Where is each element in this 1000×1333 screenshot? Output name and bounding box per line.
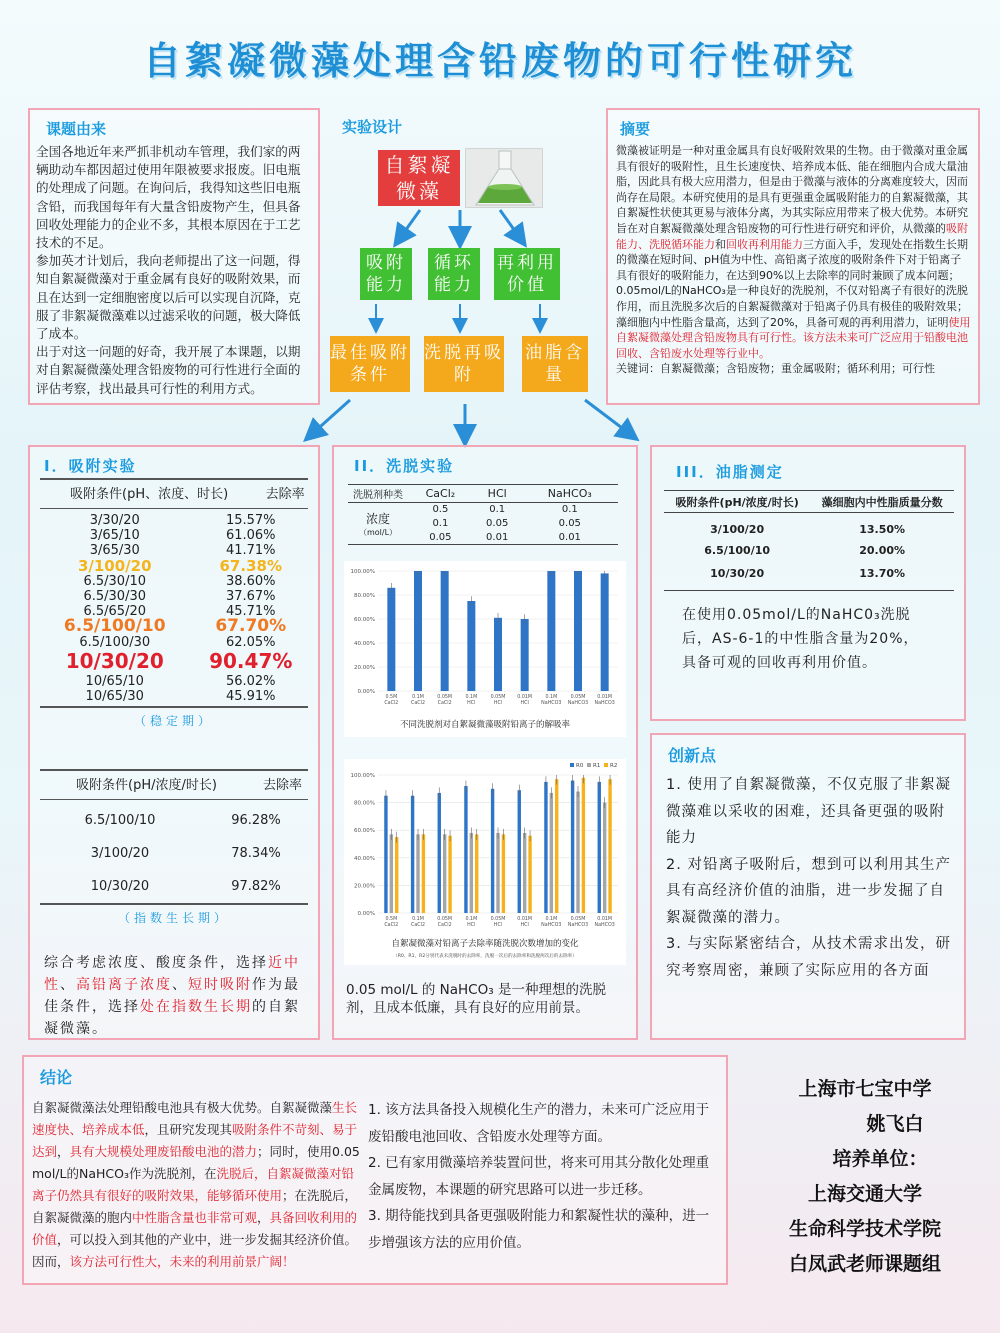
ads-c5: 、: [172, 977, 188, 994]
design-l2-box-2: [424, 336, 504, 392]
exp-cond: 6.5/100/10: [84, 813, 156, 829]
lab-group-name: 白凤武老师课题组: [788, 1253, 941, 1275]
innovation-panel: [650, 733, 966, 1040]
bar: [475, 834, 478, 913]
bar: [414, 571, 422, 691]
bar: [608, 779, 611, 913]
x-tick-label: HCl: [520, 923, 529, 928]
university-name: 上海交通大学: [807, 1183, 922, 1205]
chart1-caption: 不同洗脱剂对自絮凝微藻吸附铅离子的解吸率: [399, 720, 571, 730]
ads-col1b: 吸附条件(pH/浓度/时长): [76, 777, 217, 793]
author-name: 姚飞白: [866, 1113, 924, 1135]
origin-p2: 参加英才计划后，我向老师提出了这一问题，得知自絮凝微藻对于重金属有良好的吸附效果，而且在达到一定细胞密度以后可以实现自沉降，克服了非絮凝微藻难以过滤采收的问题，极大降低了成本。: [36, 253, 301, 342]
conc-t3: ，: [57, 1144, 70, 1159]
ads-cond: 6.5/65/20: [83, 604, 147, 620]
x-tick-label: 0.05M: [570, 917, 586, 922]
design-l2-label-1: 最佳吸附条件: [330, 343, 410, 385]
x-tick-label: HCl: [493, 701, 503, 706]
abstract-t2: 和: [715, 237, 726, 251]
college-name: 生命科学技术学院: [788, 1218, 941, 1240]
ads-c4: 高铅离子浓度: [76, 977, 172, 994]
bar: [550, 793, 553, 913]
ads-c2: 近中性: [44, 955, 300, 994]
ads-c8: 处在指数生长期: [140, 999, 252, 1016]
legend-swatch: [570, 763, 574, 767]
design-l1-box-2: [428, 248, 480, 300]
design-l1-label-3: 再利用价值: [497, 253, 557, 295]
adsorption-panel: [28, 445, 320, 1040]
table-row: [40, 559, 312, 574]
abstract-t3: 三方面入手，发现处在指数生长期的微藻在短时间、pH值为中性、高铅离子浓度的吸附条件下对于铅离子具有很好的吸附能力，在达到90%以上去除率的同时兼顾了成本问题；0.05mol/L的NaHCO₃是一种良好的洗脱剂，不仅对铅离子有很好的洗脱作用，而且洗脱多次后的自絮凝微藻对于铅离子仍具有极佳的吸附效果；藻细胞内中性脂含量高，达到了20%，具备可观的再利用潜力，证明: [616, 237, 968, 329]
x-tick-label: HCl: [467, 701, 476, 706]
x-tick-label: 0.01M: [597, 917, 613, 922]
conc-cell: 0.01: [558, 531, 581, 543]
abstract-r3: 使用自絮凝微藻处理含铅废物具有可行性。该方法未来可广泛应用于铅酸电池回收、含铅废水处理等行业中。: [616, 315, 971, 360]
x-tick-label: 0.05M: [437, 917, 453, 922]
x-tick-label: CaCl2: [410, 923, 426, 928]
bar: [390, 834, 393, 913]
conc-t4: ；同时，使用0.05 mol/L的NaHCO₃作为洗脱剂，在: [32, 1144, 360, 1181]
conclusion-right-3: 3. 期待能找到具备更强吸附能力和絮凝性状的藻种，进一步增强该方法的应用价值。: [368, 1208, 710, 1251]
conclusion-left: [32, 1097, 360, 1273]
x-tick-label: NaHCO3: [541, 923, 562, 928]
table-row: [40, 837, 312, 870]
bar: [523, 833, 526, 913]
training-unit-label: 培养单位：: [832, 1148, 928, 1170]
x-tick-label: 0.05M: [490, 695, 506, 700]
innovation-text: [666, 772, 954, 984]
bar: [601, 573, 609, 691]
bar: [470, 833, 473, 913]
lipid-panel: [650, 445, 966, 721]
chart1-frame: [344, 561, 626, 737]
x-tick-label: 0.05M: [570, 695, 586, 700]
x-tick-label: 0.1M: [412, 695, 424, 700]
exp-rate: 97.82%: [231, 879, 281, 895]
bar: [544, 782, 547, 913]
ads-rate: 15.57%: [225, 513, 276, 529]
abstract-r1: 吸附能力、洗脱循环能力: [616, 221, 968, 251]
ads-c6: 短时吸附: [188, 977, 252, 994]
flask-image: [465, 148, 543, 208]
innovation-p2: 2. 对铅离子吸附后，想到可以利用其生产具有高经济价值的油脂，进一步发掘了自絮凝微藻的潜力。: [666, 856, 951, 926]
bar: [387, 588, 395, 691]
exp-cond: 10/30/20: [90, 879, 150, 895]
exp-rate: 96.28%: [231, 813, 281, 829]
design-source-label: 自絮凝微藻: [384, 153, 454, 203]
conc-t2: ，且研究发现其: [144, 1122, 233, 1137]
x-tick-label: HCl: [467, 923, 476, 928]
bar: [422, 834, 425, 913]
innovation-heading: 创新点: [668, 746, 717, 765]
poster-title: 自絮凝微藻处理含铅废物的可行性研究: [142, 39, 857, 83]
ads-cond: 6.5/100/30: [79, 634, 151, 650]
conc-r1: 生长速度快、培养成本低: [32, 1100, 358, 1137]
design-l2-box-1: [330, 336, 410, 392]
origin-heading: 课题由来: [46, 120, 107, 138]
ads-cond: 10/30/20: [65, 649, 164, 674]
bar: [411, 796, 414, 913]
exp-cond: 3/100/20: [90, 846, 150, 862]
conc-r7: 该方法可行性大，未来的利用前景广阔！: [69, 1254, 295, 1269]
conc-cell: 0.1: [489, 504, 506, 516]
bar: [441, 571, 449, 691]
x-tick-label: 0.01M: [517, 917, 533, 922]
bar: [598, 782, 601, 913]
conclusion-right-2: 2. 已有家用微藻培养装置问世，将来可用其分散化处理重金属废物，本课题的研究思路可以进一步迁移。: [368, 1155, 710, 1198]
x-tick-label: 0.01M: [517, 695, 533, 700]
table-row: [40, 870, 312, 903]
lipid-col1: 吸附条件(pH/浓度/时长): [675, 495, 799, 509]
adsorption-heading: I．吸附实验: [44, 457, 137, 475]
conc-r3: 具有大规模处理废铅酸电池的潜力: [69, 1144, 258, 1159]
arrow-src-3: [500, 210, 520, 238]
bar: [582, 778, 585, 913]
design-l1-label-2: 循环能力: [434, 253, 474, 295]
ads-rate: 45.71%: [225, 604, 276, 620]
design-l1-box-3: [494, 248, 560, 300]
ads-c3: 、: [60, 977, 76, 994]
x-tick-label: 0.1M: [545, 695, 558, 700]
bar: [494, 618, 502, 691]
y-tick-label: 20.00%: [354, 883, 375, 890]
abstract-t1: 微藻被证明是一种对重金属具有良好吸附效果的生物。由于微藻对重金属具有很好的吸附性，且生长速度快、培养成本低、能在细胞内合成大量油脂，因此具有极大应用潜力，但是由于微藻与液体的分离难度较大，因而尚存在局限。本研究使用的是具有更强重金属吸附能力的自絮凝微藻，其自絮凝性状使其更易与液体分离，为其实际应用带来了极大优势。本研究旨在对自絮凝微藻处理含铅废物的可行性进行研究和评价，从微藻的: [616, 144, 968, 235]
bar: [464, 786, 467, 913]
y-tick-label: 0.00%: [357, 689, 375, 695]
conc-r2: 吸附条件不苛刻、易于达到: [32, 1122, 358, 1159]
bar: [416, 834, 419, 913]
bar: [438, 793, 441, 913]
eluent-agent: CaCl₂: [425, 487, 456, 500]
table-row: [40, 619, 312, 634]
ads-rate: 38.60%: [225, 573, 276, 589]
bar: [571, 781, 574, 913]
arrow-src-1: [400, 210, 420, 238]
conc-cell: 0.05: [558, 518, 581, 529]
legend-swatch: [604, 763, 608, 767]
ads-cond: 3/65/10: [89, 528, 140, 544]
adsorption-table-stable: [40, 480, 312, 508]
design-l1-label-1: 吸附能力: [366, 253, 406, 295]
exp-rate: 78.34%: [231, 846, 281, 862]
bar: [395, 837, 398, 913]
design-l1-box-1: [360, 248, 412, 300]
table-row: [40, 528, 312, 543]
x-tick-label: NaHCO3: [567, 923, 589, 928]
abstract-panel: [606, 108, 980, 405]
conclusion-panel: [22, 1055, 728, 1285]
eluent-agent: HCl: [487, 487, 507, 500]
school-name: 上海市七宝中学: [798, 1078, 932, 1100]
bar: [555, 779, 558, 913]
table-row: [40, 674, 312, 689]
elution-panel: [332, 445, 638, 1040]
ads-rate: 67.38%: [219, 556, 282, 575]
ads-cond: 10/65/10: [85, 673, 144, 689]
desorption-chart: [344, 561, 626, 737]
ads-cond: 3/65/30: [89, 543, 140, 559]
y-tick-label: 40.00%: [354, 641, 375, 647]
ads-cond: 6.5/30/10: [83, 573, 147, 589]
abstract-keywords: 关键词：自絮凝微藻；含铅废物；重金属吸附；循环利用；可行性: [616, 362, 935, 376]
adsorption-conclusion: [44, 952, 308, 1040]
conc-header: [348, 503, 408, 545]
x-tick-label: 0.1M: [545, 917, 558, 922]
bar: [547, 571, 555, 691]
y-tick-label: 0.00%: [357, 911, 375, 917]
conc-t1: 自絮凝微藻法处理铅酸电池具有极大优势。自絮凝微藻: [32, 1100, 333, 1115]
conc-unit: （mol/L）: [358, 527, 398, 537]
x-tick-label: CaCl2: [384, 701, 399, 706]
ads-rate: 61.06%: [225, 528, 276, 544]
y-tick-label: 80.00%: [354, 800, 375, 807]
lipid-cond: 3/100/20: [710, 522, 765, 536]
conc-t5: ；在洗脱后，自絮凝微藻的胞内: [32, 1188, 358, 1225]
table-row: [664, 538, 954, 563]
conc-r5: 中性脂含量也非常可观: [132, 1210, 258, 1225]
legend-label: R2: [610, 763, 618, 769]
table-row: [40, 635, 312, 650]
eluent-table: [348, 484, 618, 545]
adsorption-caption-stable: （稳定期）: [133, 714, 214, 729]
adsorption-table-exp: [40, 771, 312, 799]
x-tick-label: CaCl2: [384, 923, 399, 928]
conc-cell: 0.01: [486, 531, 509, 543]
x-tick-label: NaHCO3: [594, 701, 615, 706]
bar: [384, 796, 387, 913]
ads-rate: 45.91%: [225, 688, 276, 704]
x-tick-label: NaHCO3: [541, 701, 562, 706]
abstract-text: [608, 139, 978, 377]
bar: [576, 792, 579, 913]
ads-cond: 3/30/20: [89, 513, 140, 529]
ads-rate: 37.67%: [225, 589, 276, 605]
conc-cell: 0.05: [486, 518, 509, 529]
lipid-value: 13.50%: [859, 522, 906, 536]
table-row: [40, 804, 312, 837]
conc-r6: 具备回收利用的价值: [32, 1210, 358, 1247]
lipid-col2: 藻细胞内中性脂质量分数: [821, 495, 943, 509]
bar: [443, 834, 446, 913]
lipid-value: 13.70%: [859, 566, 906, 580]
origin-panel: [28, 108, 320, 405]
x-tick-label: 0.1M: [465, 695, 478, 700]
bar: [496, 833, 499, 913]
table-row: [40, 589, 312, 604]
conclusion-right-1: 1. 该方法具备投入规模化生产的潜力，未来可广泛应用于废铅酸电池回收、含铅废水处理等方面。: [368, 1102, 710, 1145]
conc-cell: 0.5: [432, 504, 449, 516]
ads-c7: 作为最佳条件，选择: [44, 977, 300, 1016]
adsorption-caption-exp: （指数生长期）: [117, 911, 230, 926]
x-tick-label: NaHCO3: [567, 701, 589, 706]
x-tick-label: 0.1M: [465, 917, 478, 922]
conc-t7: ，可以投入到其他的产业中，进一步发掘其经济价值。因而，: [32, 1232, 358, 1269]
ads-rate: 41.71%: [225, 543, 276, 559]
conclusion-right: [368, 1097, 718, 1256]
bar: [491, 789, 494, 913]
conc-cell: 0.1: [561, 504, 578, 516]
x-tick-label: NaHCO3: [594, 923, 615, 928]
bar: [467, 601, 475, 691]
ads-cond: 10/65/30: [85, 688, 144, 704]
adsorption-rows-stable: [40, 513, 312, 704]
y-tick-label: 80.00%: [354, 593, 375, 599]
chart2-frame: [344, 759, 626, 965]
table-row: [40, 513, 312, 528]
table-row: [40, 574, 312, 589]
y-tick-label: 60.00%: [354, 828, 375, 835]
ads-cond: 6.5/30/30: [83, 589, 147, 605]
lipid-cond: 6.5/100/10: [704, 543, 771, 557]
origin-text: [30, 139, 318, 398]
abstract-r2: 回收再利用能力: [726, 237, 803, 251]
chart2-note: （R0、R1、R2分别代表未洗脱时的去除率，洗脱一次后的去除率和洗脱两次后的去除率）: [393, 954, 577, 959]
bar: [448, 836, 451, 913]
bar: [603, 803, 606, 913]
removal-chart: [344, 759, 626, 965]
elution-conclusion: 0.05 mol/L 的 NaHCO₃ 是一种理想的洗脱剂，且成本低廉，具有良好的应用前景。: [346, 982, 606, 1016]
conc-label: 浓度: [365, 511, 390, 526]
conc-cell: 0.05: [429, 531, 452, 543]
ads-col1: 吸附条件(pH、浓度、时长): [70, 486, 229, 502]
table-row: [40, 689, 312, 704]
x-tick-label: 0.05M: [490, 917, 506, 922]
ads-col2b: 去除率: [263, 777, 303, 793]
bar: [518, 790, 521, 913]
x-tick-label: 0.5M: [385, 695, 398, 700]
ads-col2: 去除率: [265, 486, 305, 502]
lipid-heading: III．油脂测定: [676, 463, 784, 481]
legend-label: R1: [593, 763, 601, 769]
innovation-p3: 3. 与实际紧密结合，从技术需求出发，研究考察周密，兼顾了实际应用的各方面: [666, 936, 951, 979]
bar: [528, 836, 531, 913]
x-tick-label: 0.1M: [412, 917, 424, 922]
innovation-p1: 1. 使用了自絮凝微藻，不仅克服了非絮凝微藻难以采收的困难，还具备更强的吸附能力: [666, 777, 951, 846]
ads-rate: 56.02%: [225, 673, 276, 689]
conc-t6: ，: [257, 1210, 270, 1225]
y-tick-label: 60.00%: [354, 617, 375, 623]
y-tick-label: 20.00%: [354, 665, 375, 671]
design-source-box: [378, 150, 460, 206]
credits: [740, 1072, 990, 1282]
bar: [502, 834, 505, 913]
origin-p3: 出于对这一问题的好奇，我开展了本课题，以期对自絮凝微藻处理含铅废物的可行性进行全面的评估考察，找出最具可行性的利用方式。: [36, 344, 301, 396]
x-tick-label: CaCl2: [437, 923, 452, 928]
legend-label: R0: [576, 763, 584, 769]
arrow-to-adsorption: [312, 400, 350, 434]
x-tick-label: 0.01M: [597, 695, 613, 700]
x-tick-label: HCl: [493, 923, 503, 928]
x-tick-label: 0.05M: [437, 695, 453, 700]
conclusion-heading: 结论: [40, 1068, 73, 1087]
design-l2-box-3: [522, 336, 588, 392]
table-row: [664, 513, 954, 538]
ads-rate: 90.47%: [209, 649, 293, 674]
lipid-cond: 10/30/20: [710, 566, 765, 580]
section-arrows: [290, 390, 650, 450]
lipid-text: 在使用0.05mol/L的NaHC0₃洗脱后，AS-6-1的中性脂含量为20%，具备可观的回收再利用价值。: [682, 607, 919, 671]
design-heading: 实验设计: [342, 118, 403, 136]
abstract-heading: 摘要: [620, 120, 651, 138]
design-l2-label-2: 洗脱再吸附: [424, 343, 504, 385]
eluent-type-header: 洗脱剂种类: [353, 490, 403, 501]
ads-c1: 综合考虑浓度、酸度条件，选择: [44, 955, 268, 972]
y-tick-label: 100.00%: [350, 773, 375, 779]
legend-swatch: [587, 763, 591, 767]
x-tick-label: CaCl2: [437, 701, 452, 706]
table-row: [40, 650, 312, 674]
ads-cond: 3/100/20: [77, 556, 152, 575]
x-tick-label: 0.5M: [385, 917, 398, 922]
eluent-agent: NaHCO₃: [547, 487, 592, 500]
conc-cell: 0.1: [432, 518, 449, 529]
arrow-to-lipid: [585, 400, 630, 434]
table-row: [664, 563, 954, 591]
ads-rate: 67.70%: [215, 616, 287, 637]
y-tick-label: 40.00%: [354, 855, 375, 862]
ads-c9: 的自絮凝微藻。: [44, 999, 300, 1038]
ads-rate: 62.05%: [225, 634, 276, 650]
bar: [521, 619, 529, 691]
adsorption-rows-exp: [40, 804, 312, 903]
y-tick-label: 100.00%: [350, 569, 375, 575]
x-tick-label: HCl: [520, 701, 529, 706]
lipid-value: 20.00%: [859, 543, 906, 557]
lipid-table: [664, 490, 954, 591]
x-tick-label: CaCl2: [410, 701, 426, 706]
bar: [574, 571, 582, 691]
origin-p1: 全国各地近年来严抓非机动车管理，我们家的两辆助动车都因超过使用年限被要求报废。旧电瓶的处理成了问题。在询问后，我得知这些旧电瓶含铅，而我国每年有大量含铅废物产生，但具备回收处理能力的企业不多，其根本原因在于工艺技术的不足。: [36, 144, 301, 251]
conc-r4: 洗脱后，自絮凝微藻对铅离子仍然具有很好的吸附效果，能够循环使用: [32, 1166, 354, 1203]
chart2-caption: 自絮凝微藻对铅离子去除率随洗脱次数增加的变化: [391, 939, 579, 949]
design-l2-label-3: 油脂含量: [525, 343, 585, 385]
ads-cond: 6.5/100/10: [63, 616, 166, 637]
elution-heading: II．洗脱实验: [354, 457, 455, 475]
